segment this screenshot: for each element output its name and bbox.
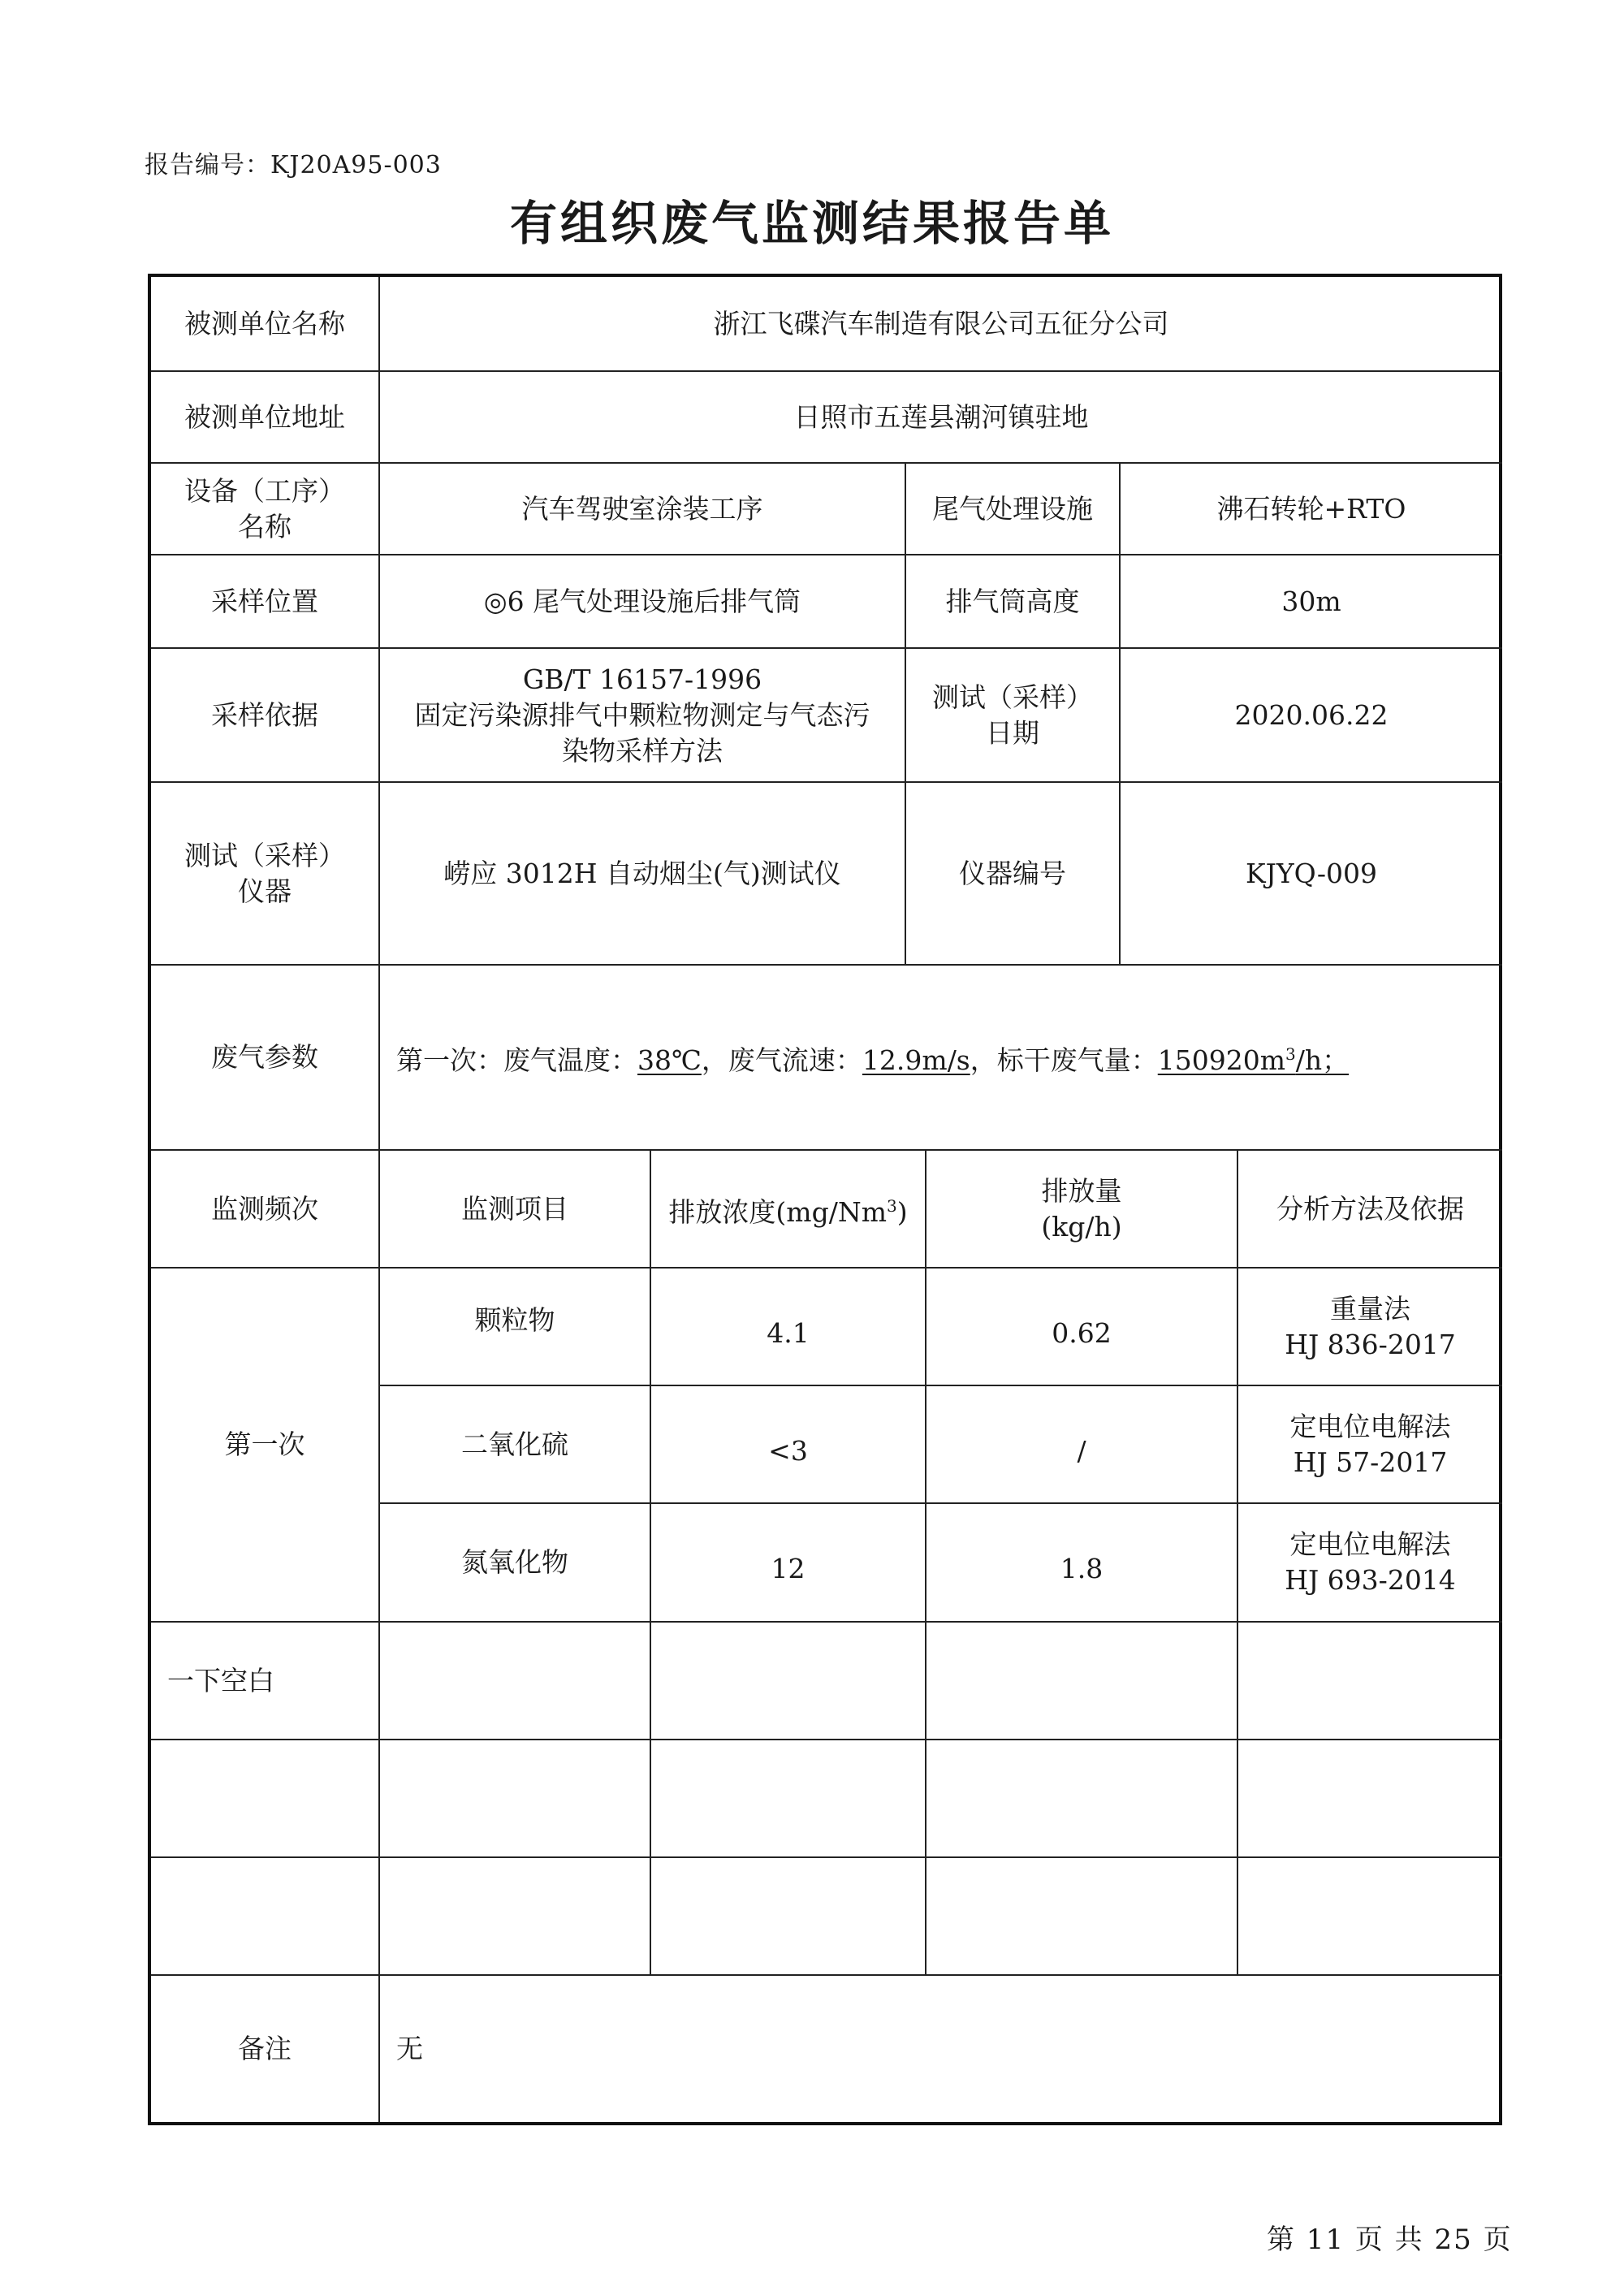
row-concentration: <3 (651, 1386, 926, 1504)
sampling-basis (380, 649, 906, 783)
row-method-standard: HJ 693-2014 (1285, 1564, 1456, 1596)
row-concentration: 4.1 (651, 1269, 926, 1386)
header-concentration-text (668, 1188, 907, 1230)
row-method (1238, 1386, 1502, 1504)
treatment-label: 尾气处理设施 (906, 464, 1121, 555)
gas-flow-suffix: /h； (1295, 1044, 1350, 1076)
report-number-label: 报告编号： (145, 151, 270, 179)
row-item: 氮氧化物 (380, 1504, 651, 1623)
header-rate-line2: (kg/h) (1041, 1210, 1122, 1243)
params-flow-label: ，标干废气量： (970, 1044, 1158, 1076)
gas-temperature: 38℃ (637, 1044, 702, 1076)
remarks-label: 备注 (151, 1976, 380, 2122)
test-date-label (906, 649, 1121, 783)
blank-cell (380, 1858, 651, 1976)
header-frequency: 监测频次 (151, 1151, 380, 1269)
sampling-basis-standard: GB/T 16157-1996 (522, 663, 762, 695)
blank-cell (1238, 1623, 1502, 1740)
row-rate: / (926, 1386, 1238, 1504)
unit-address-label: 被测单位地址 (151, 372, 380, 464)
blank-cell (926, 1858, 1238, 1976)
row-method-name: 定电位电解法 (1289, 1410, 1451, 1442)
report-table (148, 274, 1502, 2125)
row-method-standard: HJ 57-2017 (1293, 1446, 1448, 1478)
stack-height: 30m (1121, 555, 1502, 649)
equipment-label-line1: 设备（工序） (184, 474, 345, 507)
unit-name-label: 被测单位名称 (151, 277, 380, 372)
instrument: 崂应 3012H 自动烟尘(气)测试仪 (380, 783, 906, 966)
instrument-no-label: 仪器编号 (906, 783, 1121, 966)
sampling-basis-line3: 染物采样方法 (562, 734, 723, 767)
page-title: 有组织废气监测结果报告单 (509, 196, 1114, 251)
sampling-basis-line2: 固定污染源排气中颗粒物测定与气态污 (414, 698, 870, 731)
blank-cell (380, 1623, 651, 1740)
header-concentration-sup: 3 (886, 1195, 897, 1216)
row-item: 二氧化硫 (380, 1386, 651, 1504)
unit-address: 日照市五莲县潮河镇驻地 (380, 372, 1502, 464)
row-item: 颗粒物 (380, 1269, 651, 1386)
blank-cell (1238, 1858, 1502, 1976)
test-date: 2020.06.22 (1121, 649, 1502, 783)
row-method (1238, 1269, 1502, 1386)
gas-flow (1158, 1044, 1349, 1076)
page-number: 第 11 页 共 25 页 (1267, 2224, 1513, 2256)
header-rate-line1: 排放量 (1041, 1174, 1122, 1207)
header-concentration-close: ) (896, 1195, 908, 1228)
row-method-name: 定电位电解法 (1289, 1528, 1451, 1560)
header-rate (926, 1151, 1238, 1269)
test-date-label-line2: 日期 (986, 716, 1039, 749)
exhaust-params-line (396, 1036, 1349, 1078)
blank-cell (1238, 1740, 1502, 1858)
row-rate: 1.8 (926, 1504, 1238, 1623)
blank-cell (651, 1623, 926, 1740)
params-velocity-label: ，废气流速： (701, 1044, 862, 1076)
treatment-facility: 沸石转轮+RTO (1121, 464, 1502, 555)
stack-height-label: 排气筒高度 (906, 555, 1121, 649)
params-prefix: 第一次：废气温度： (396, 1044, 637, 1076)
header-concentration (651, 1151, 926, 1269)
frequency-first: 第一次 (151, 1269, 380, 1623)
report-number-value: KJ20A95-003 (270, 151, 442, 179)
sampling-basis-label: 采样依据 (151, 649, 380, 783)
header-concentration-main: 排放浓度(mg/Nm (668, 1195, 887, 1228)
equipment-label (151, 464, 380, 555)
unit-name: 浙江飞碟汽车制造有限公司五征分公司 (380, 277, 1502, 372)
equipment-name: 汽车驾驶室涂装工序 (380, 464, 906, 555)
row-rate: 0.62 (926, 1269, 1238, 1386)
blank-note: 一下空白 (151, 1623, 380, 1740)
blank-cell (651, 1740, 926, 1858)
row-concentration: 12 (651, 1504, 926, 1623)
blank-cell (151, 1858, 380, 1976)
header-item: 监测项目 (380, 1151, 651, 1269)
instrument-no: KJYQ-009 (1121, 783, 1502, 966)
sampling-location: ◎6 尾气处理设施后排气筒 (380, 555, 906, 649)
report-number (145, 145, 442, 180)
header-method: 分析方法及依据 (1238, 1151, 1502, 1269)
blank-cell (926, 1623, 1238, 1740)
sampling-location-label: 采样位置 (151, 555, 380, 649)
equipment-label-line2: 名称 (238, 510, 292, 542)
instrument-label-line2: 仪器 (238, 875, 292, 907)
exhaust-params (380, 966, 1502, 1151)
blank-cell (151, 1740, 380, 1858)
test-date-label-line1: 测试（采样） (932, 681, 1093, 713)
blank-cell (651, 1858, 926, 1976)
remarks-value: 无 (396, 2033, 423, 2064)
instrument-label-line1: 测试（采样） (184, 839, 345, 871)
blank-cell (926, 1740, 1238, 1858)
gas-flow-sup: 3 (1285, 1044, 1296, 1064)
row-method-name: 重量法 (1330, 1292, 1410, 1325)
gas-flow-value: 150920m (1157, 1044, 1286, 1076)
params-label: 废气参数 (151, 966, 380, 1151)
instrument-label (151, 783, 380, 966)
row-method-standard: HJ 836-2017 (1285, 1328, 1456, 1360)
blank-cell (380, 1740, 651, 1858)
gas-velocity: 12.9m/s (862, 1044, 970, 1076)
row-method (1238, 1504, 1502, 1623)
